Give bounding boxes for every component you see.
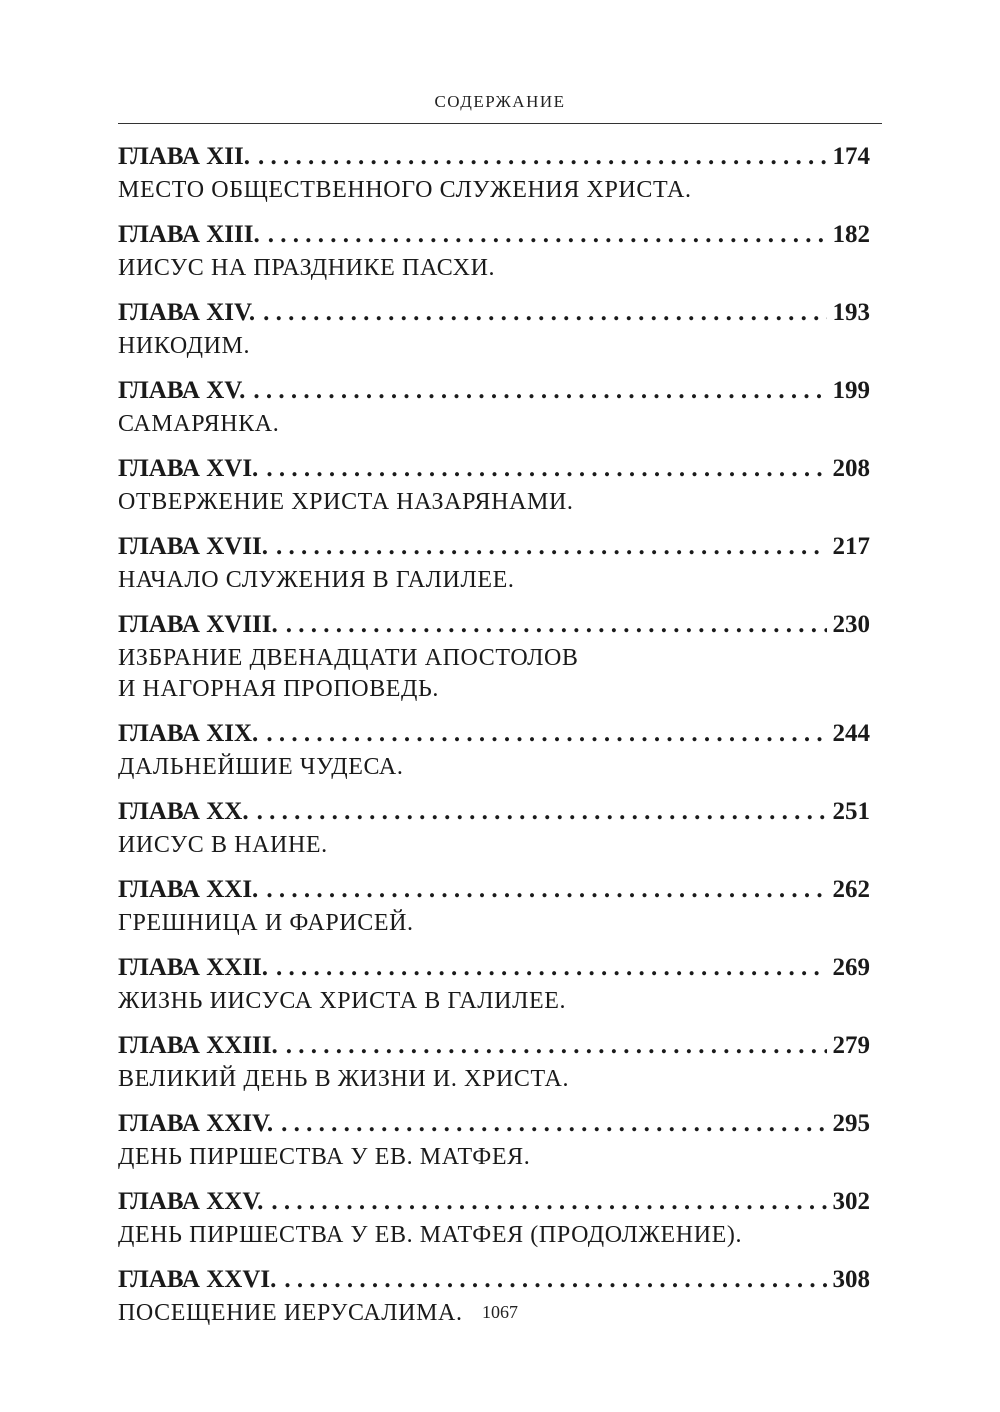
chapter-title-line: ДЕНЬ ПИРШЕСТВА У ЕВ. МАТФЕЯ (ПРОДОЛЖЕНИЕ). <box>118 1222 743 1248</box>
chapter-page-number: 269 <box>832 954 870 981</box>
toc-entry <box>118 1105 870 1173</box>
chapter-page-number: 193 <box>832 299 870 326</box>
dot-leader <box>276 949 826 986</box>
dot-leader <box>276 528 826 565</box>
toc-entry-heading <box>118 1105 870 1142</box>
toc-entry-heading <box>118 450 870 487</box>
toc-entry <box>118 949 870 1017</box>
chapter-title <box>118 752 870 783</box>
toc-entry-heading <box>118 1027 870 1064</box>
chapter-title-line: МЕСТО ОБЩЕСТВЕННОГО СЛУЖЕНИЯ ХРИСТА. <box>118 177 692 203</box>
chapter-number: ГЛАВА XVIII. <box>118 611 278 638</box>
chapter-title-line: ПОСЕЩЕНИЕ ИЕРУСАЛИМА. <box>118 1300 463 1326</box>
chapter-title <box>118 175 870 206</box>
toc-entry <box>118 372 870 440</box>
chapter-page-number: 251 <box>832 798 870 825</box>
chapter-title <box>118 487 870 518</box>
chapter-title-line: ВЕЛИКИЙ ДЕНЬ В ЖИЗНИ И. ХРИСТА. <box>118 1066 570 1092</box>
chapter-page-number: 295 <box>832 1110 870 1137</box>
toc-entry-heading <box>118 1261 870 1298</box>
chapter-title-line: ДЕНЬ ПИРШЕСТВА У ЕВ. МАТФЕЯ. <box>118 1144 531 1170</box>
toc-entry <box>118 715 870 783</box>
toc-entry <box>118 606 870 705</box>
toc-entry <box>118 1183 870 1251</box>
chapter-number: ГЛАВА XIII. <box>118 221 260 248</box>
toc-entry-heading <box>118 715 870 752</box>
chapter-page-number: 199 <box>832 377 870 404</box>
chapter-title-line: ИЗБРАНИЕ ДВЕНАДЦАТИ АПОСТОЛОВ <box>118 645 579 671</box>
chapter-title <box>118 253 870 284</box>
toc-entry <box>118 216 870 284</box>
chapter-title-line: И НАГОРНАЯ ПРОПОВЕДЬ. <box>118 676 440 702</box>
chapter-number: ГЛАВА XXIV. <box>118 1110 274 1137</box>
toc-entry-heading <box>118 871 870 908</box>
dot-leader <box>286 606 827 643</box>
dot-leader <box>253 372 826 409</box>
chapter-title-line: ГРЕШНИЦА И ФАРИСЕЙ. <box>118 910 414 936</box>
toc-entry-heading <box>118 216 870 253</box>
dot-leader <box>257 793 827 830</box>
chapter-page-number: 208 <box>832 455 870 482</box>
toc-entry <box>118 528 870 596</box>
dot-leader <box>266 450 826 487</box>
chapter-page-number: 217 <box>832 533 870 560</box>
chapter-title-line: ЖИЗНЬ ИИСУСА ХРИСТА В ГАЛИЛЕЕ. <box>118 988 567 1014</box>
chapter-number: ГЛАВА XV. <box>118 377 246 404</box>
chapter-number: ГЛАВА XIV. <box>118 299 256 326</box>
toc-entry <box>118 294 870 362</box>
dot-leader <box>281 1105 826 1142</box>
toc-entry-heading <box>118 372 870 409</box>
dot-leader <box>258 138 827 175</box>
toc-entry-heading <box>118 138 870 175</box>
chapter-title <box>118 1064 870 1095</box>
chapter-title-line: ИИСУС В НАИНЕ. <box>118 832 328 858</box>
toc-entry <box>118 138 870 206</box>
chapter-title <box>118 643 870 705</box>
page-number: 1067 <box>482 1302 518 1322</box>
table-of-contents <box>118 138 870 1339</box>
dot-leader <box>284 1261 826 1298</box>
chapter-title-line: ДАЛЬНЕЙШИЕ ЧУДЕСА. <box>118 754 404 780</box>
chapter-number: ГЛАВА XX. <box>118 798 249 825</box>
header-rule <box>118 123 882 124</box>
toc-entry-heading <box>118 793 870 830</box>
dot-leader <box>263 294 826 331</box>
chapter-title-line: НИКОДИМ. <box>118 333 251 359</box>
chapter-number: ГЛАВА XXI. <box>118 876 259 903</box>
toc-entry-heading <box>118 606 870 643</box>
chapter-number: ГЛАВА XXIII. <box>118 1032 278 1059</box>
chapter-page-number: 302 <box>832 1188 870 1215</box>
chapter-page-number: 182 <box>832 221 870 248</box>
chapter-number: ГЛАВА XIX. <box>118 720 259 747</box>
chapter-title <box>118 986 870 1017</box>
dot-leader <box>266 871 826 908</box>
chapter-title-line: ОТВЕРЖЕНИЕ ХРИСТА НАЗАРЯНАМИ. <box>118 489 574 515</box>
chapter-title <box>118 1220 870 1251</box>
running-head: СОДЕРЖАНИЕ <box>434 92 566 111</box>
chapter-number: ГЛАВА XVII. <box>118 533 269 560</box>
chapter-title <box>118 565 870 596</box>
chapter-number: ГЛАВА XXVI. <box>118 1266 277 1293</box>
toc-entry <box>118 450 870 518</box>
toc-entry-heading <box>118 528 870 565</box>
chapter-title <box>118 331 870 362</box>
chapter-page-number: 308 <box>832 1266 870 1293</box>
dot-leader <box>286 1027 827 1064</box>
chapter-number: ГЛАВА XXII. <box>118 954 269 981</box>
chapter-title <box>118 830 870 861</box>
chapter-number: ГЛАВА XII. <box>118 143 250 170</box>
dot-leader <box>271 1183 826 1220</box>
chapter-page-number: 230 <box>832 611 870 638</box>
toc-entry-heading <box>118 949 870 986</box>
chapter-title-line: ИИСУС НА ПРАЗДНИКЕ ПАСХИ. <box>118 255 496 281</box>
chapter-page-number: 262 <box>832 876 870 903</box>
chapter-title-line: САМАРЯНКА. <box>118 411 280 437</box>
chapter-page-number: 279 <box>832 1032 870 1059</box>
chapter-number: ГЛАВА XVI. <box>118 455 259 482</box>
toc-entry-heading <box>118 1183 870 1220</box>
toc-entry <box>118 793 870 861</box>
chapter-title <box>118 908 870 939</box>
toc-entry-heading <box>118 294 870 331</box>
dot-leader <box>268 216 827 253</box>
chapter-page-number: 244 <box>832 720 870 747</box>
chapter-number: ГЛАВА XXV. <box>118 1188 264 1215</box>
chapter-title-line: НАЧАЛО СЛУЖЕНИЯ В ГАЛИЛЕЕ. <box>118 567 515 593</box>
chapter-title <box>118 409 870 440</box>
chapter-page-number: 174 <box>832 143 870 170</box>
dot-leader <box>266 715 826 752</box>
toc-entry <box>118 1027 870 1095</box>
chapter-title <box>118 1142 870 1173</box>
toc-entry <box>118 871 870 939</box>
